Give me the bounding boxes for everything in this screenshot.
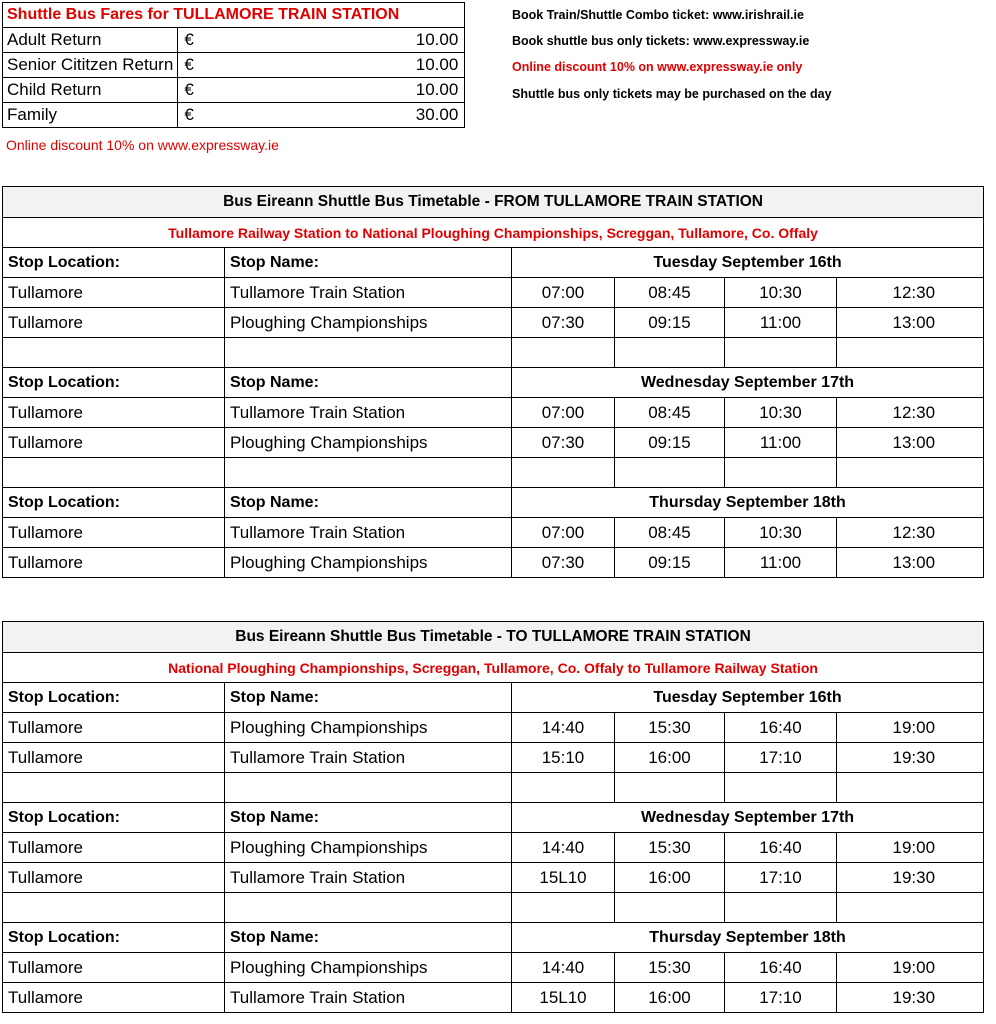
- departure-time: 16:40: [725, 953, 837, 983]
- info-on-day: Shuttle bus only tickets may be purchased on the day: [512, 87, 832, 101]
- departure-time: 11:00: [725, 428, 837, 458]
- departure-time: 11:00: [725, 308, 837, 338]
- departure-time: 16:40: [725, 833, 837, 863]
- stop-location-header: Stop Location:: [3, 683, 225, 713]
- departure-time: 19:30: [837, 863, 984, 893]
- fares-table: [2, 2, 465, 128]
- departure-time: 19:00: [837, 953, 984, 983]
- day-label: Wednesday September 17th: [512, 368, 984, 398]
- stop-name-header: Stop Name:: [225, 488, 512, 518]
- departure-time: 07:30: [512, 548, 615, 578]
- fare-currency: €: [184, 30, 194, 49]
- departure-time: 14:40: [512, 953, 615, 983]
- stop-location: Tullamore: [3, 863, 225, 893]
- departure-time: 15L10: [512, 983, 615, 1013]
- spacer-row: [3, 458, 984, 488]
- fare-amount: 30.00: [415, 105, 459, 124]
- departure-time: 19:30: [837, 743, 984, 773]
- departure-time: 09:15: [615, 308, 725, 338]
- departure-time: 19:30: [837, 983, 984, 1013]
- stop-name: Ploughing Championships: [225, 428, 512, 458]
- table-row: [3, 518, 984, 548]
- stop-location: Tullamore: [3, 428, 225, 458]
- departure-time: 07:30: [512, 308, 615, 338]
- fare-label: Child Return: [3, 78, 178, 103]
- departure-time: 13:00: [837, 428, 984, 458]
- departure-time: 10:30: [725, 278, 837, 308]
- stop-location: Tullamore: [3, 548, 225, 578]
- timetable-to: [2, 621, 984, 1013]
- fares-online-discount: Online discount 10% on www.expressway.ie: [6, 137, 279, 153]
- fare-row: [3, 28, 465, 53]
- departure-time: 08:45: [615, 398, 725, 428]
- day-label: Tuesday September 16th: [512, 683, 984, 713]
- stop-name: Tullamore Train Station: [225, 743, 512, 773]
- timetable-from: [2, 186, 984, 578]
- departure-time: 07:00: [512, 518, 615, 548]
- fare-amount: 10.00: [415, 30, 459, 49]
- stop-name: Tullamore Train Station: [225, 983, 512, 1013]
- stop-location: Tullamore: [3, 398, 225, 428]
- departure-time: 13:00: [837, 308, 984, 338]
- departure-time: 17:10: [725, 983, 837, 1013]
- departure-time: 17:10: [725, 743, 837, 773]
- departure-time: 14:40: [512, 833, 615, 863]
- spacer-row: [3, 773, 984, 803]
- timetable-subtitle: National Ploughing Championships, Screggan, Tullamore, Co. Offaly to Tullamore Railway Station: [3, 653, 984, 683]
- departure-time: 15L10: [512, 863, 615, 893]
- timetable-subtitle: Tullamore Railway Station to National Ploughing Championships, Screggan, Tullamore, Co. Offaly: [3, 218, 984, 248]
- departure-time: 17:10: [725, 863, 837, 893]
- day-header-row: [3, 803, 984, 833]
- day-header-row: [3, 683, 984, 713]
- departure-time: 16:00: [615, 983, 725, 1013]
- departure-time: 15:10: [512, 743, 615, 773]
- departure-time: 10:30: [725, 398, 837, 428]
- table-row: [3, 713, 984, 743]
- timetable-title: Bus Eireann Shuttle Bus Timetable - TO TULLAMORE TRAIN STATION: [3, 622, 984, 653]
- departure-time: 10:30: [725, 518, 837, 548]
- day-label: Thursday September 18th: [512, 488, 984, 518]
- departure-time: 15:30: [615, 953, 725, 983]
- stop-location-header: Stop Location:: [3, 923, 225, 953]
- info-shuttle-only: Book shuttle bus only tickets: www.expressway.ie: [512, 34, 810, 48]
- stop-location-header: Stop Location:: [3, 803, 225, 833]
- departure-time: 16:40: [725, 713, 837, 743]
- table-row: [3, 953, 984, 983]
- departure-time: 15:30: [615, 833, 725, 863]
- stop-name-header: Stop Name:: [225, 248, 512, 278]
- departure-time: 14:40: [512, 713, 615, 743]
- day-label: Wednesday September 17th: [512, 803, 984, 833]
- fare-row: [3, 53, 465, 78]
- departure-time: 11:00: [725, 548, 837, 578]
- stop-name: Tullamore Train Station: [225, 398, 512, 428]
- departure-time: 12:30: [837, 278, 984, 308]
- day-header-row: [3, 248, 984, 278]
- stop-name: Ploughing Championships: [225, 308, 512, 338]
- stop-location: Tullamore: [3, 833, 225, 863]
- departure-time: 07:00: [512, 278, 615, 308]
- info-online-discount: Online discount 10% on www.expressway.ie only: [512, 60, 803, 74]
- departure-time: 12:30: [837, 518, 984, 548]
- departure-time: 16:00: [615, 743, 725, 773]
- departure-time: 13:00: [837, 548, 984, 578]
- departure-time: 09:15: [615, 548, 725, 578]
- stop-name: Ploughing Championships: [225, 548, 512, 578]
- fare-row: [3, 78, 465, 103]
- stop-name: Tullamore Train Station: [225, 863, 512, 893]
- fare-price: [178, 53, 465, 78]
- stop-location: Tullamore: [3, 983, 225, 1013]
- table-row: [3, 428, 984, 458]
- stop-name: Ploughing Championships: [225, 713, 512, 743]
- stop-location: Tullamore: [3, 308, 225, 338]
- table-row: [3, 278, 984, 308]
- stop-location: Tullamore: [3, 518, 225, 548]
- stop-location-header: Stop Location:: [3, 488, 225, 518]
- fare-label: Family: [3, 103, 178, 128]
- stop-location: Tullamore: [3, 743, 225, 773]
- table-row: [3, 833, 984, 863]
- fare-price: [178, 28, 465, 53]
- day-header-row: [3, 923, 984, 953]
- fare-currency: €: [184, 55, 194, 74]
- timetable-title: Bus Eireann Shuttle Bus Timetable - FROM TULLAMORE TRAIN STATION: [3, 187, 984, 218]
- spacer-row: [3, 338, 984, 368]
- stop-location: Tullamore: [3, 953, 225, 983]
- table-row: [3, 863, 984, 893]
- fare-currency: €: [184, 80, 194, 99]
- stop-location-header: Stop Location:: [3, 248, 225, 278]
- fare-amount: 10.00: [415, 80, 459, 99]
- departure-time: 07:00: [512, 398, 615, 428]
- departure-time: 16:00: [615, 863, 725, 893]
- table-row: [3, 743, 984, 773]
- departure-time: 15:30: [615, 713, 725, 743]
- table-row: [3, 983, 984, 1013]
- table-row: [3, 548, 984, 578]
- stop-location-header: Stop Location:: [3, 368, 225, 398]
- stop-name: Ploughing Championships: [225, 833, 512, 863]
- stop-location: Tullamore: [3, 713, 225, 743]
- fare-amount: 10.00: [415, 55, 459, 74]
- day-label: Thursday September 18th: [512, 923, 984, 953]
- table-row: [3, 308, 984, 338]
- departure-time: 08:45: [615, 278, 725, 308]
- spacer-row: [3, 893, 984, 923]
- fare-currency: €: [184, 105, 194, 124]
- stop-name: Tullamore Train Station: [225, 518, 512, 548]
- fare-label: Senior Cititzen Return: [3, 53, 178, 78]
- info-combo-ticket: Book Train/Shuttle Combo ticket: www.irishrail.ie: [512, 8, 804, 22]
- stop-name-header: Stop Name:: [225, 683, 512, 713]
- fare-price: [178, 103, 465, 128]
- stop-name-header: Stop Name:: [225, 923, 512, 953]
- fare-row: [3, 103, 465, 128]
- departure-time: 12:30: [837, 398, 984, 428]
- day-label: Tuesday September 16th: [512, 248, 984, 278]
- stop-location: Tullamore: [3, 278, 225, 308]
- departure-time: 08:45: [615, 518, 725, 548]
- stop-name: Tullamore Train Station: [225, 278, 512, 308]
- departure-time: 07:30: [512, 428, 615, 458]
- table-row: [3, 398, 984, 428]
- stop-name-header: Stop Name:: [225, 368, 512, 398]
- departure-time: 09:15: [615, 428, 725, 458]
- departure-time: 19:00: [837, 833, 984, 863]
- fares-title: Shuttle Bus Fares for TULLAMORE TRAIN STATION: [3, 3, 465, 28]
- fare-label: Adult Return: [3, 28, 178, 53]
- day-header-row: [3, 488, 984, 518]
- stop-name: Ploughing Championships: [225, 953, 512, 983]
- departure-time: 19:00: [837, 713, 984, 743]
- day-header-row: [3, 368, 984, 398]
- fare-price: [178, 78, 465, 103]
- stop-name-header: Stop Name:: [225, 803, 512, 833]
